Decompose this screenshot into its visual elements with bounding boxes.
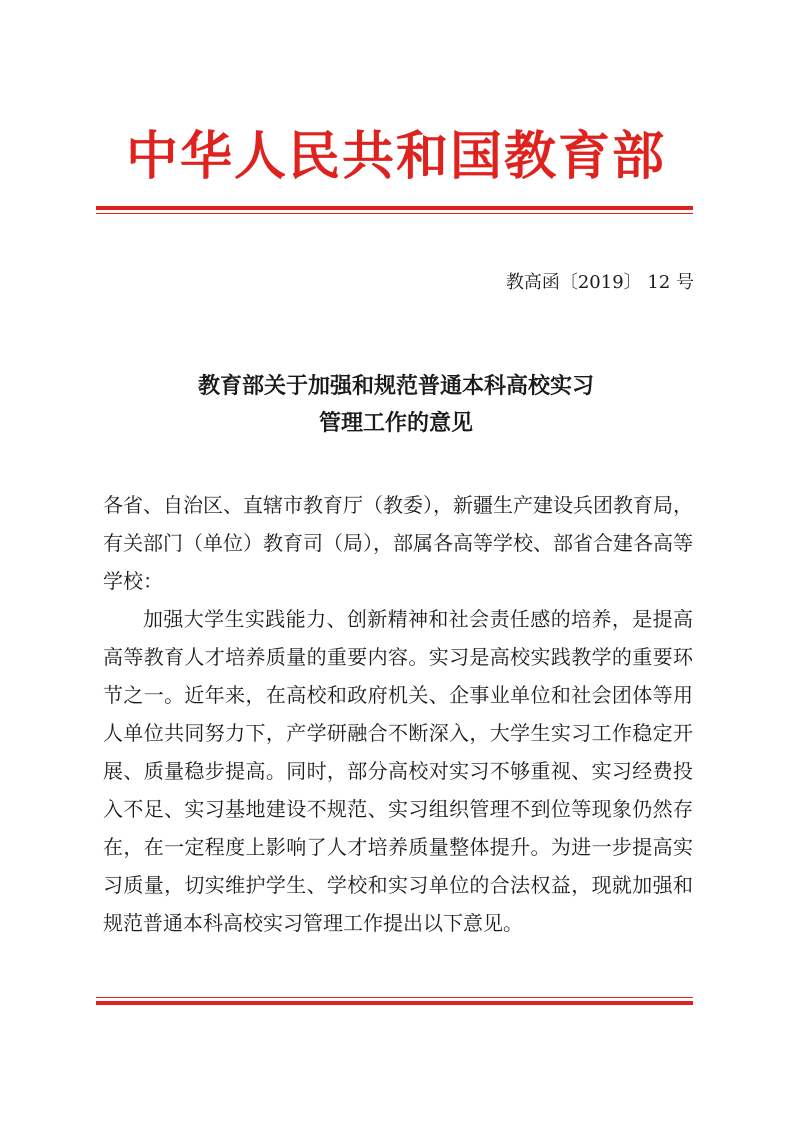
document-number: 教高函〔2019〕 12 号 (505, 272, 694, 293)
document-body (103, 486, 693, 942)
body-paragraph-1: 加强大学生实践能力、创新精神和社会责任感的培养，是提高高等教育人才培养质量的重要内容。实习是高校实践教学的重要环节之一。近年来，在高校和政府机关、企事业单位和社会团体等用人单位共同努力下，产学研融合不断深入，大学生实习工作稳定开展、质量稳步提高。同时，部分高校对实习不够重视、实习经费投入不足、实习基地建设不规范、实习组织管理不到位等现象仍然存在，在一定程度上影响了人才培养质量整体提升。为进一步提高实习质量，切实维护学生、学校和实习单位的合法权益，现就加强和规范普通本科高校实习管理工作提出以下意见。 (103, 607, 693, 935)
issuer-masthead: 中华人民共和国教育部 (125, 127, 666, 187)
addressees: 各省、自治区、直辖市教育厅（教委），新疆生产建设兵团教育局，有关部门（单位）教育司（局），部属各高等学校、部省合建各高等学校： (103, 493, 693, 593)
document-title-line-1: 教育部关于加强和规范普通本科高校实习 (197, 373, 594, 399)
document-title (96, 368, 696, 442)
document-title-line-2: 管理工作的意见 (318, 410, 473, 436)
red-header-rule-thin (96, 213, 693, 214)
red-footer-rule-thick (96, 1001, 693, 1005)
red-footer-rule-thin (96, 997, 693, 998)
red-header-rule-thick (96, 206, 693, 210)
